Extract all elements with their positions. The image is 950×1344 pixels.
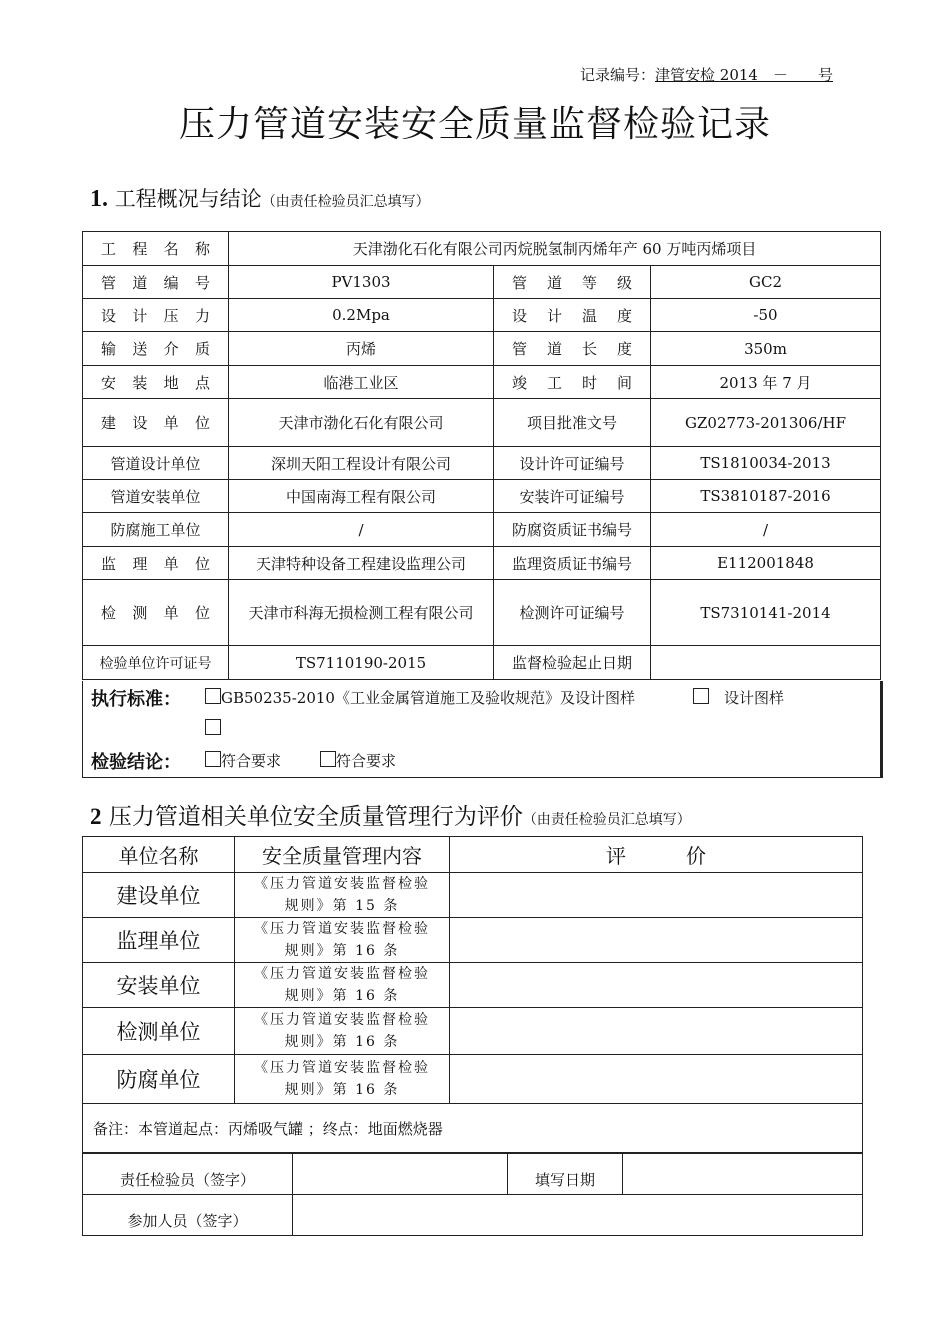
rule-line-2: 规则》第 16 条 <box>284 943 400 959</box>
cell-value: GC2 <box>651 266 881 299</box>
table-row <box>83 547 881 580</box>
cell-label: 管 道 编 号 <box>83 266 229 299</box>
rule-reference <box>235 1008 450 1055</box>
table-row <box>83 299 881 332</box>
standard-option-2-label: 设计图样 <box>724 689 785 707</box>
checkbox-icon[interactable] <box>693 688 709 704</box>
rule-line-1: 《压力管道安装监督检验 <box>254 1012 430 1028</box>
table-row <box>83 1055 863 1104</box>
unit-name: 安装单位 <box>83 963 235 1008</box>
cell-label: 管 道 长 度 <box>494 332 651 366</box>
cell-label: 设 计 压 力 <box>83 299 229 332</box>
cell-value <box>651 646 881 680</box>
cell-label: 检验单位许可证号 <box>83 646 229 680</box>
cell-label: 竣 工 时 间 <box>494 366 651 399</box>
table-row <box>83 1154 863 1195</box>
cell-label: 防腐施工单位 <box>83 513 229 547</box>
conclusion-option-2[interactable] <box>320 750 396 771</box>
record-number <box>580 64 833 85</box>
header-content: 安全质量管理内容 <box>235 837 450 873</box>
checkbox-icon[interactable] <box>320 751 336 767</box>
record-number-label: 记录编号： <box>580 66 656 84</box>
cell-label: 管道设计单位 <box>83 447 229 480</box>
cell-label: 安装许可证编号 <box>494 480 651 513</box>
date-label: 填写日期 <box>508 1154 623 1195</box>
cell-value: 天津市科海无损检测工程有限公司 <box>229 580 494 646</box>
cell-label: 监 理 单 位 <box>83 547 229 580</box>
cell-value: 0.2Mpa <box>229 299 494 332</box>
conclusion-option-1-label: 符合要求 <box>221 752 282 770</box>
unit-name: 检测单位 <box>83 1008 235 1055</box>
cell-value: 临港工业区 <box>229 366 494 399</box>
table-row <box>83 480 881 513</box>
section1-number: 1. <box>90 186 108 212</box>
cell-value: PV1303 <box>229 266 494 299</box>
conclusion-option-1[interactable] <box>205 750 281 771</box>
table-row <box>83 447 881 480</box>
header-evaluation: 评 价 <box>450 837 863 873</box>
record-number-value: 津管安检 2014 － 号 <box>655 66 833 84</box>
rule-reference <box>235 918 450 963</box>
cell-value: 350m <box>651 332 881 366</box>
standard-option-2[interactable] <box>693 687 784 708</box>
inspector-label: 责任检验员（签字） <box>83 1154 293 1195</box>
project-overview-table <box>82 231 881 680</box>
checkbox-icon[interactable] <box>205 719 221 735</box>
remark: 备注：本管道起点：丙烯吸气罐 ；终点：地面燃烧器 <box>83 1104 863 1153</box>
unit-name: 防腐单位 <box>83 1055 235 1104</box>
section1-note: （由责任检验员汇总填写） <box>261 194 430 210</box>
rule-line-2: 规则》第 15 条 <box>284 898 400 914</box>
cell-value: 2013 年 7 月 <box>651 366 881 399</box>
rule-reference <box>235 1055 450 1104</box>
evaluation-cell[interactable] <box>450 963 863 1008</box>
cell-value: TS7110190-2015 <box>229 646 494 680</box>
project-name-value: 天津渤化石化有限公司丙烷脱氢制丙烯年产 60 万吨丙烯项目 <box>229 232 881 266</box>
rule-line-1: 《压力管道安装监督检验 <box>254 921 430 937</box>
rule-line-1: 《压力管道安装监督检验 <box>254 966 430 982</box>
cell-value: 深圳天阳工程设计有限公司 <box>229 447 494 480</box>
signature-table <box>82 1153 863 1236</box>
date-field[interactable] <box>623 1154 863 1195</box>
rule-line-2: 规则》第 16 条 <box>284 988 400 1004</box>
cell-label: 安 装 地 点 <box>83 366 229 399</box>
header-unit: 单位名称 <box>83 837 235 873</box>
rule-reference <box>235 963 450 1008</box>
rule-line-1: 《压力管道安装监督检验 <box>254 1060 430 1076</box>
evaluation-cell[interactable] <box>450 1055 863 1104</box>
conclusion-label: 检验结论： <box>91 752 181 773</box>
evaluation-cell[interactable] <box>450 918 863 963</box>
evaluation-cell[interactable] <box>450 873 863 918</box>
table-row <box>83 646 881 680</box>
cell-value: TS7310141-2014 <box>651 580 881 646</box>
cell-label: 检 测 单 位 <box>83 580 229 646</box>
page-title: 压力管道安装安全质量监督检验记录 <box>178 104 771 145</box>
table-row <box>83 1104 863 1153</box>
table-row <box>83 918 863 963</box>
cell-value: TS1810034-2013 <box>651 447 881 480</box>
checkbox-icon[interactable] <box>205 688 221 704</box>
table-row <box>83 332 881 366</box>
checkbox-icon[interactable] <box>205 751 221 767</box>
cell-value: 丙烯 <box>229 332 494 366</box>
cell-label: 防腐资质证书编号 <box>494 513 651 547</box>
cell-label: 管道安装单位 <box>83 480 229 513</box>
table-row <box>83 580 881 646</box>
table-row <box>83 1195 863 1236</box>
table-row <box>83 873 863 918</box>
cell-label: 输 送 介 质 <box>83 332 229 366</box>
cell-label: 设计许可证编号 <box>494 447 651 480</box>
cell-value: -50 <box>651 299 881 332</box>
rule-reference <box>235 873 450 918</box>
cell-value: 天津特种设备工程建设监理公司 <box>229 547 494 580</box>
section2-title: 压力管道相关单位安全质量管理行为评价 <box>108 804 523 830</box>
table-row <box>83 366 881 399</box>
rule-line-2: 规则》第 16 条 <box>284 1034 400 1050</box>
conclusion-option-2-label: 符合要求 <box>336 752 397 770</box>
table-row <box>83 513 881 547</box>
rule-line-1: 《压力管道安装监督检验 <box>254 876 430 892</box>
participants-label: 参加人员（签字） <box>83 1195 293 1236</box>
table-row <box>83 399 881 447</box>
cell-label: 设 计 温 度 <box>494 299 651 332</box>
cell-label: 管 道 等 级 <box>494 266 651 299</box>
cell-label: 建 设 单 位 <box>83 399 229 447</box>
standard-label: 执行标准： <box>91 689 181 710</box>
cell-value: / <box>229 513 494 547</box>
table-row <box>83 266 881 299</box>
unit-name: 监理单位 <box>83 918 235 963</box>
unit-evaluation-table <box>82 836 863 1153</box>
standard-option-1[interactable] <box>205 687 635 708</box>
inspector-signature-field[interactable] <box>293 1154 508 1195</box>
section2-number: 2 <box>90 804 102 829</box>
section1-title: 工程概况与结论 <box>114 187 262 211</box>
evaluation-cell[interactable] <box>450 1008 863 1055</box>
section2-note: （由责任检验员汇总填写） <box>522 812 691 828</box>
table-row <box>83 1008 863 1055</box>
section1-heading <box>90 183 430 213</box>
cell-value: E112001848 <box>651 547 881 580</box>
project-name-label: 工 程 名 称 <box>83 232 229 266</box>
cell-label: 监理资质证书编号 <box>494 547 651 580</box>
cell-value: TS3810187-2016 <box>651 480 881 513</box>
cell-value: / <box>651 513 881 547</box>
cell-value: 中国南海工程有限公司 <box>229 480 494 513</box>
participants-signature-field[interactable] <box>293 1195 863 1236</box>
cell-value: 天津市渤化石化有限公司 <box>229 399 494 447</box>
table-header-row <box>83 837 863 873</box>
section2-heading <box>90 798 691 831</box>
table-row <box>83 963 863 1008</box>
cell-label: 项目批准文号 <box>494 399 651 447</box>
rule-line-2: 规则》第 16 条 <box>284 1082 400 1098</box>
cell-value: GZ02773-201306/HF <box>651 399 881 447</box>
cell-label: 检测许可证编号 <box>494 580 651 646</box>
standard-option-1-label: GB50235-2010《工业金属管道施工及验收规范》及设计图样 <box>221 689 635 707</box>
cell-label: 监督检验起止日期 <box>494 646 651 680</box>
unit-name: 建设单位 <box>83 873 235 918</box>
standard-conclusion-box <box>82 681 883 778</box>
table-row <box>83 232 881 266</box>
